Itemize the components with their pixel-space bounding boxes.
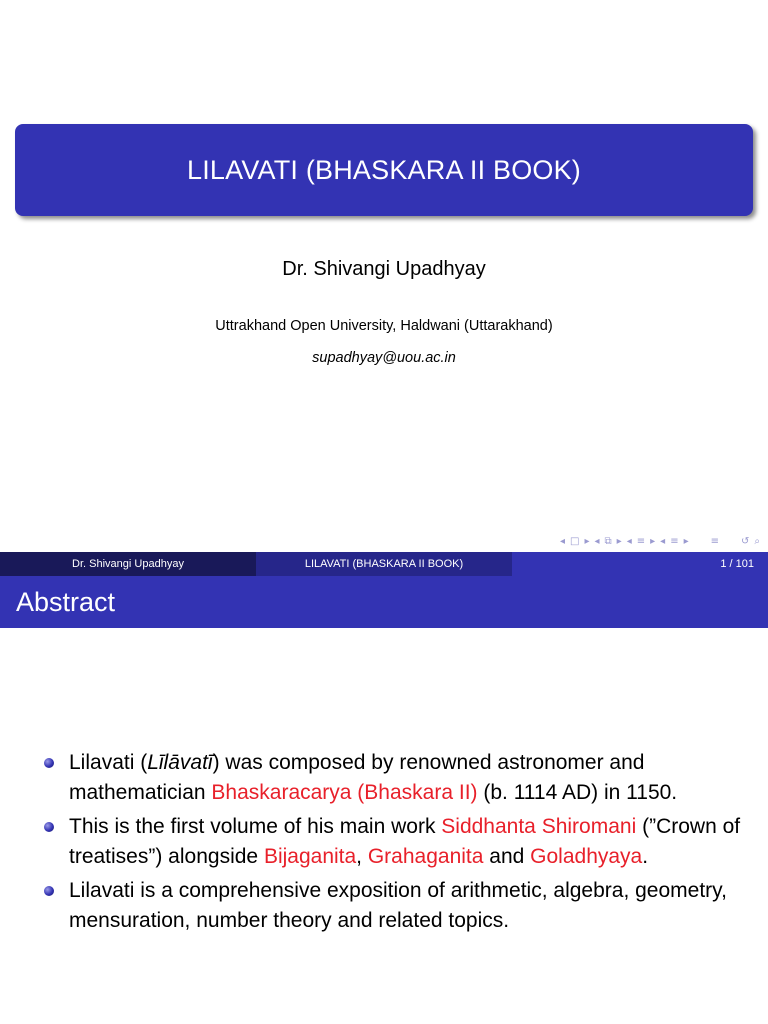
bullet-icon [44,822,54,832]
bullet2-highlight-siddhanta: Siddhanta Shiromani [441,815,637,838]
bullet2-end: . [642,845,649,868]
presentation-title: LILAVATI (BHASKARA II BOOK) [186,154,581,185]
footer-author: Dr. Shivangi Upadhyay [0,552,256,576]
bullet2-separator: , [356,845,368,868]
footer-title: LILAVATI (BHASKARA II BOOK) [256,552,512,576]
nav-next-icon[interactable]: ▸ [584,535,590,547]
bullet2-text-a: This is the first volume of his main work [69,815,442,838]
bullet2-highlight-grahaganita: Grahaganita [367,845,484,868]
nav-prev-icon[interactable]: ◂ [559,535,566,547]
list-item [40,748,750,808]
nav-section-icon[interactable]: ≡ [670,535,679,547]
bullet1-text-c: (b. 1114 AD) in 1150. [477,781,678,804]
nav-appendix-icon[interactable]: ≡ [710,535,719,547]
institute-name: Uttrakhand Open University, Haldwani (Uttarakhand) [215,318,553,334]
nav-back-icon[interactable]: ↺ [741,535,750,547]
bullet-icon [44,886,54,896]
abstract-slide [0,576,768,1024]
nav-subsection-icon[interactable]: ⧉ [604,535,612,547]
bullet-icon [44,758,54,768]
nav-prev-icon[interactable]: ◂ [594,535,600,547]
bullet1-italic-name: Līlāvatī [147,751,213,774]
bullet2-text-c: and [483,845,531,868]
bullet3-text: Lilavati is a comprehensive exposition of arithmetic, algebra, geometry, mensuration, number theory and related topics. [69,879,727,932]
bullet1-text-b: ) was composed by renowned astronomer and mathematician [69,751,645,804]
bullet2-text-b: (”Crown of treatises”) alongside [69,815,741,868]
bullet1-highlight-bhaskaracarya: Bhaskaracarya (Bhaskara II) [211,781,478,804]
title-banner [15,124,753,216]
beamer-navigation-bar [560,532,760,550]
nav-prev-icon[interactable]: ◂ [660,535,666,547]
bullet2-highlight-goladhyaya: Goladhyaya [530,845,643,868]
nav-prev-icon[interactable]: ◂ [626,535,632,547]
author-name: Dr. Shivangi Upadhyay [282,258,486,280]
nav-next-icon[interactable]: ▸ [650,535,656,547]
bullet1-text-a: Lilavati ( [69,751,148,774]
frame-title: Abstract [0,576,768,628]
nav-search-icon[interactable]: ⌕ [754,535,760,547]
bullet2-highlight-bijaganita: Bijaganita [263,845,357,868]
list-item [40,876,750,936]
nav-next-icon[interactable]: ▸ [683,535,689,547]
footer-page-number: 1 / 101 [512,552,768,576]
author-email: supadhyay@uou.ac.in [312,350,456,366]
nav-frame-icon[interactable]: □ [570,535,580,547]
slide-footer [0,552,768,576]
bullet-list [40,748,750,940]
nav-section-icon[interactable]: ≡ [636,535,646,547]
nav-next-icon[interactable]: ▸ [616,535,622,547]
list-item [40,812,750,872]
